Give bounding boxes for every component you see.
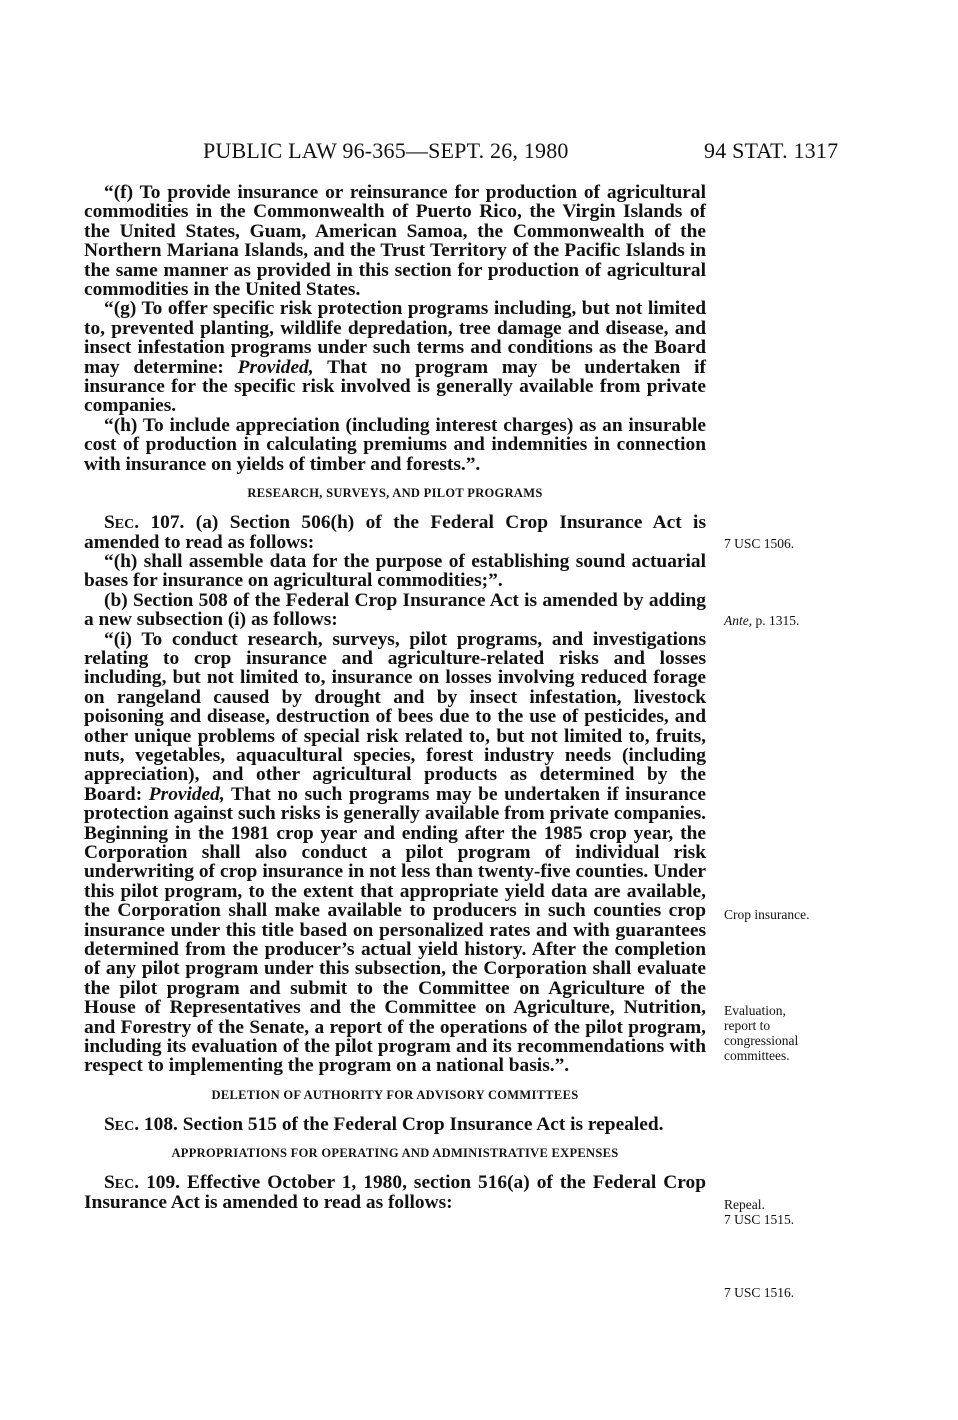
heading-research-surveys: RESEARCH, SURVEYS, AND PILOT PROGRAMS [247,486,543,501]
proviso-italic: Provided, [237,356,314,378]
margin-note-usc1506: 7 USC 1506. [724,536,795,551]
section-107: Sec. 107. (a) Section 506(h) of the Federal Crop Insurance Act is amended to read as follows: [84,512,706,553]
margin-note-repeal: Repeal. 7 USC 1515. [724,1197,795,1227]
section-108: Sec. 108. Section 515 of the Federal Crop Insurance Act is repealed. [104,1113,664,1135]
section-label: Sec. 107. [104,512,185,534]
running-header-page: 94 STAT. 1317 [704,138,839,163]
paragraph-i: “(i) To conduct research, surveys, pilot programs, and investigations relating to crop insurance and agriculture-related risks and losses including, but not limited to, insurance on losses involving reduced forage on rangeland caused by drought and by insect infestation, livestock poisoning and disease, destruction of bees due to the use of pesticides, and other unique problems of special risk related to, but not limited to, fruits, nuts, vegetables, aquacultural species, forest industry needs (including appreciation), and other agricultural products as determined by the Board: Provided, That no such programs may be undertaken if insurance protection against such risks is generally available from private companies. Beginning in the 1981 crop year and ending after the 1985 crop year, the Corporation shall also conduct a pilot program of individual risk underwriting of crop insurance in not less than twenty-five counties. Under this pilot program, to the extent that appropriate yield data are available, the Corporation shall make available to producers in such counties crop insurance under this title based on personalized rates and with guarantees determined from the producer’s actual yield history. After the completion of any pilot program under this subsection, the Corporation shall evaluate the pilot program and submit to the Committee on Agriculture of the House of Representatives and the Committee on Agriculture, Nutrition, and Forestry of the Senate, a report of the operations of the pilot program, including its evaluation of the pilot program and its recommendations with respect to implementing the program on a national basis.”. [84,628,706,1077]
paragraph-h-amended: “(h) shall assemble data for the purpose of establishing sound actuarial bases for insurance on agricultural commodities;”. [84,550,706,592]
main-text [84,183,706,1212]
paragraph-h: “(h) To include appreciation (including interest charges) as an insurable cost of production in calculating premiums and indemnities in connection with insurance on yields of timber and forests.”. [84,414,706,475]
running-header-title: PUBLIC LAW 96-365—SEPT. 26, 1980 [203,138,569,163]
margin-note-crop-insurance: Crop insurance. [724,907,810,922]
margin-note-evaluation: Evaluation, report to congressional committees. [724,1003,799,1063]
margin-note-usc1516: 7 USC 1516. [724,1285,795,1300]
paragraph-b: (b) Section 508 of the Federal Crop Insurance Act is amended by adding a new subsection (i) as follows: [84,589,706,631]
section-label: Sec. 108. [104,1113,178,1135]
section-label: Sec. 109. [104,1172,181,1194]
heading-appropriations: APPROPRIATIONS FOR OPERATING AND ADMINISTRATIVE EXPENSES [171,1146,619,1161]
margin-note-ante: Ante, p. 1315. [724,613,800,628]
heading-deletion-advisory: DELETION OF AUTHORITY FOR ADVISORY COMMITTEES [211,1087,579,1102]
paragraph-f: “(f) To provide insurance or reinsurance for production of agricultural commodities in the Commonwealth of Puerto Rico, the Virgin Islands of the United States, Guam, American Samoa, the Commonwealth of the Northern Mariana Islands, and the Trust Territory of the Pacific Islands in the same manner as provided in this section for production of agricultural commodities in the United States. [84,182,706,301]
paragraph-g: “(g) To offer specific risk protection programs including, but not limited to, prevented planting, wildlife depredation, tree damage and disease, and insect infestation programs under such terms and conditions as the Board may determine: Provided, That no program may be undertaken if insurance for the specific risk involved is generally available from private companies. [84,298,707,417]
section-109: Sec. 109. Effective October 1, 1980, section 516(a) of the Federal Crop Insurance Act is amended to read as follows: [84,1172,706,1213]
proviso-italic: Provided, [148,783,225,805]
